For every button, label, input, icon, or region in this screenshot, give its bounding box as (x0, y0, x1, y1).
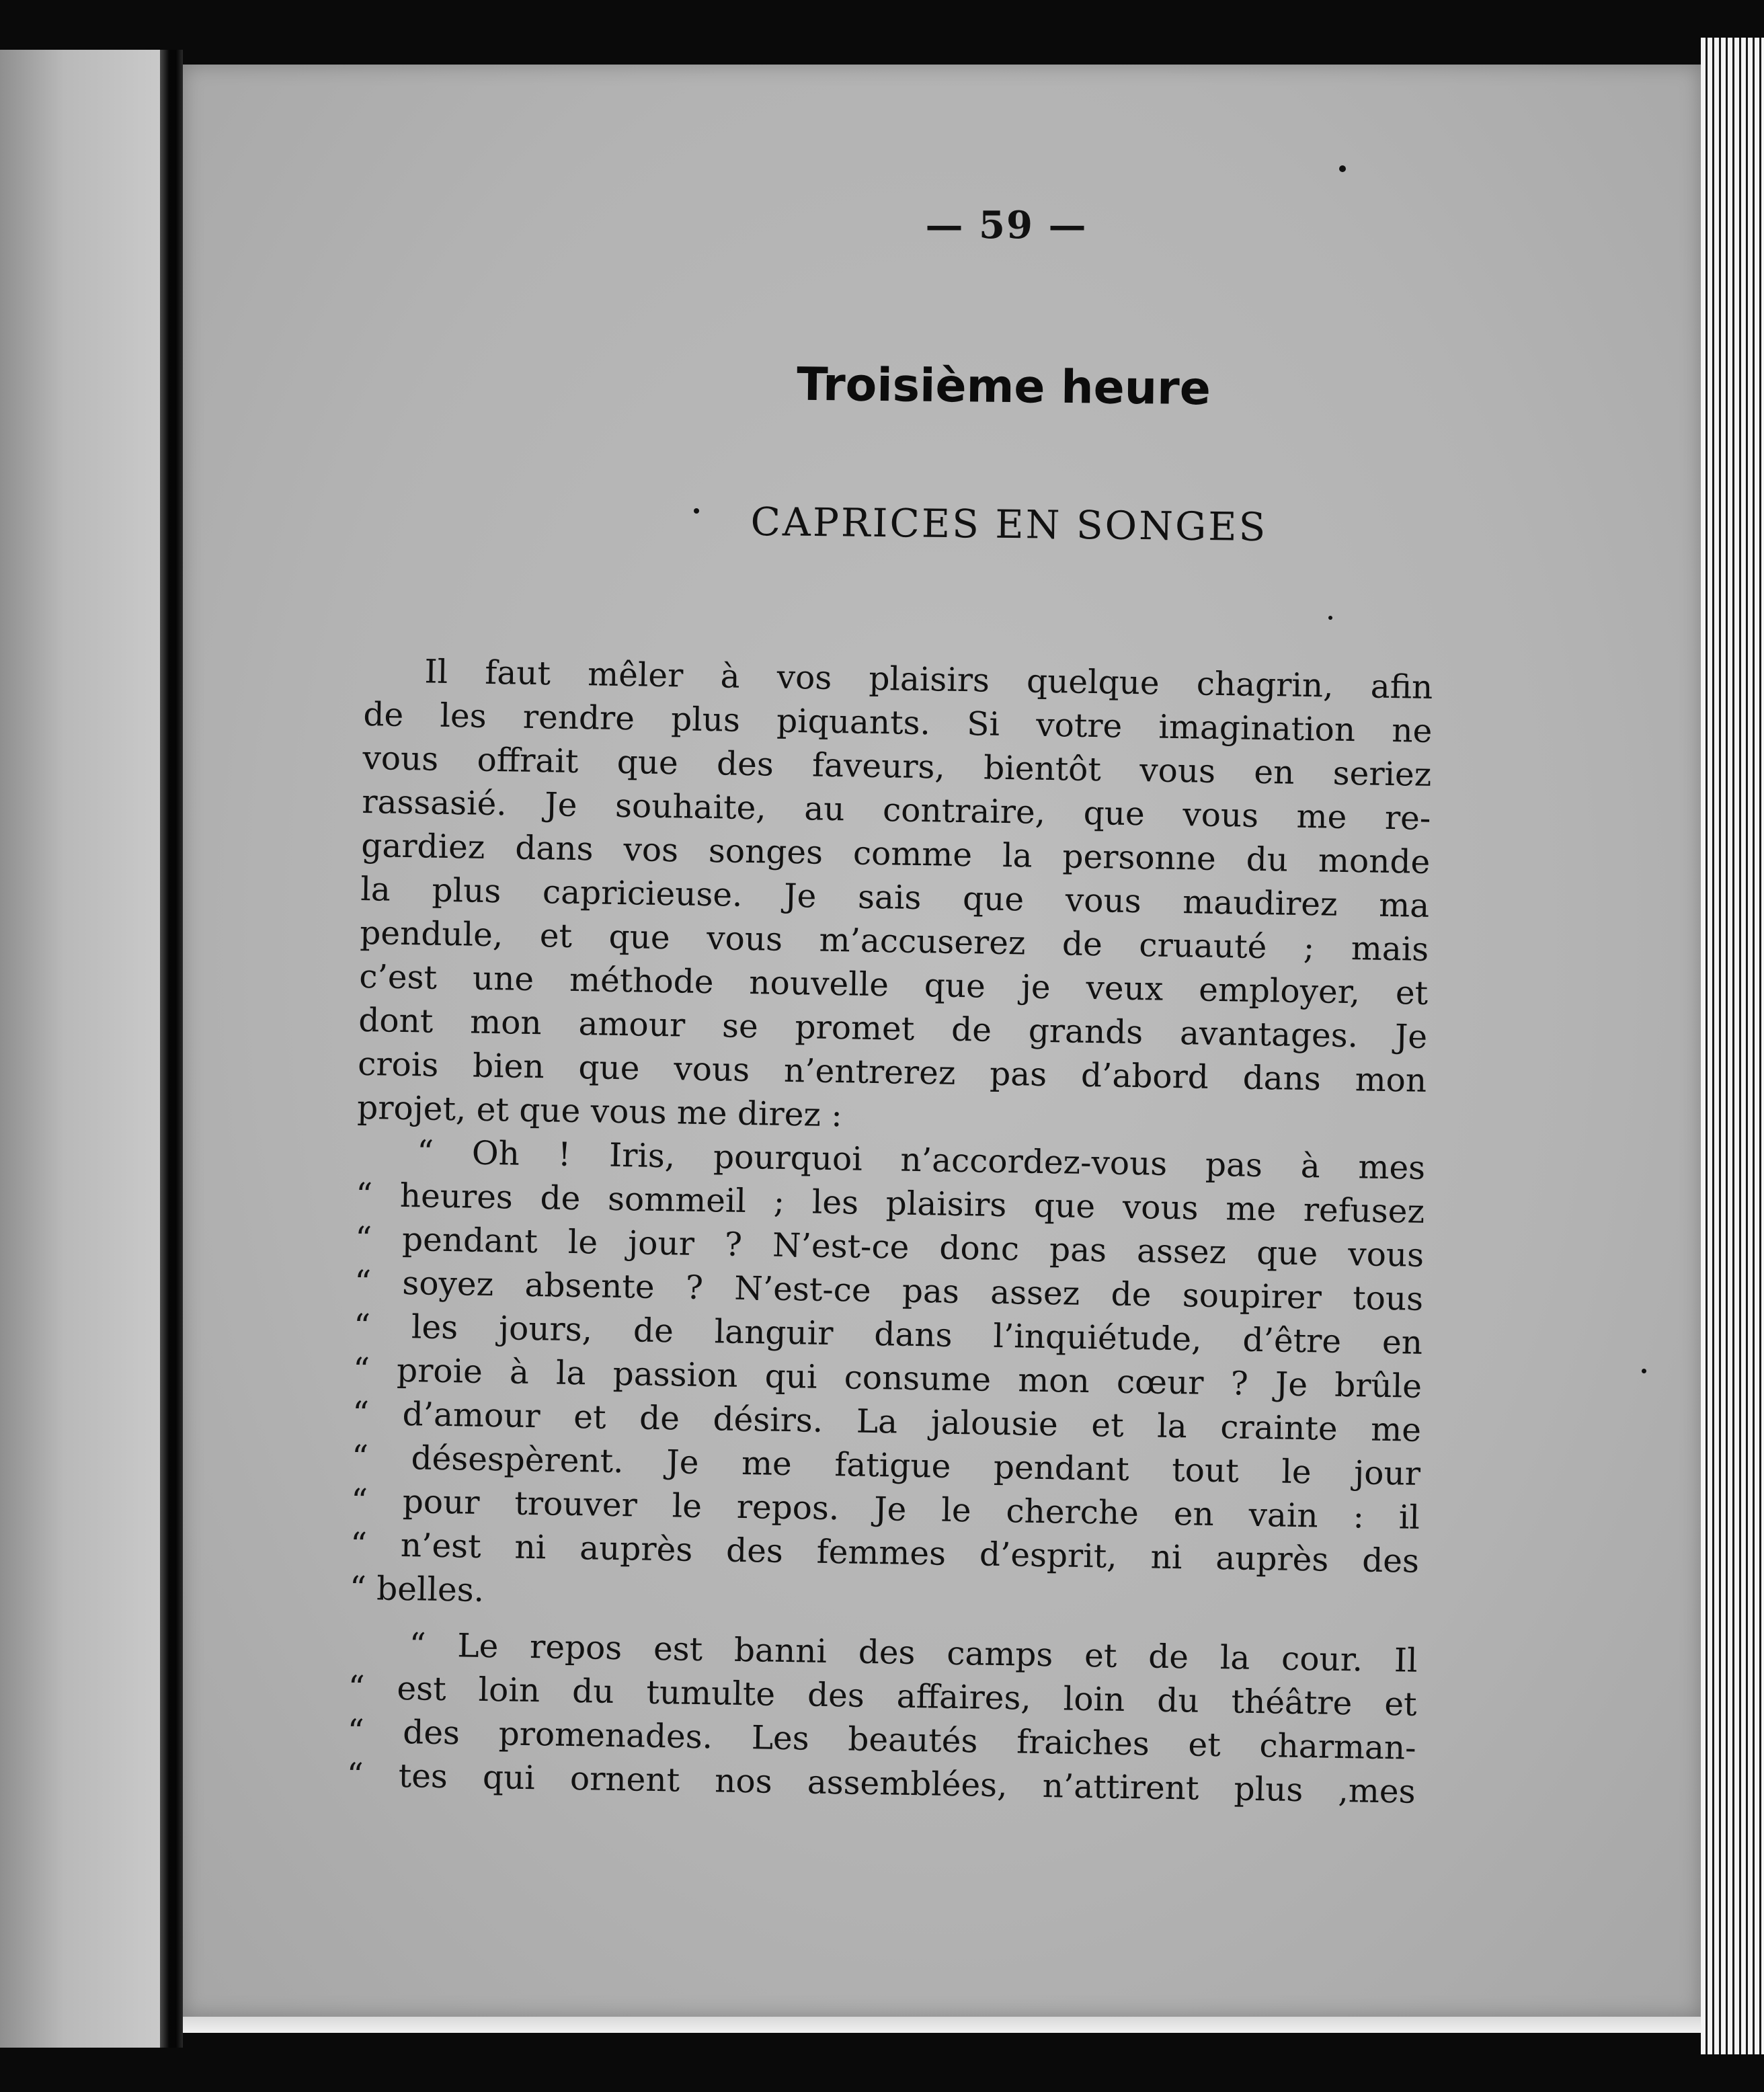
section-title: CAPRICES EN SONGES (750, 498, 1268, 551)
text-line: “ heures de sommeil ; les plaisirs que vous me refusez (355, 1176, 1425, 1231)
text-line: vous offrait que des faveurs, bientôt vous en seriez (362, 739, 1432, 794)
text-line: “ est loin du tumulte des affaires, loin du théâtre et (348, 1668, 1417, 1724)
text-line: pendule, et que vous m’accuserez de cruauté ; mais (359, 914, 1429, 969)
text-line: “ Le repos est banni des camps et de la cour. Il (409, 1626, 1418, 1680)
page-number: — 59 — (925, 203, 1088, 247)
text-line: “ des promenades. Les beautés fraiches et charman- (347, 1712, 1416, 1767)
text-line: “ désespèrent. Je me fatigue pendant tout le jour (351, 1438, 1421, 1493)
scan-speck (1339, 165, 1346, 172)
book-page (183, 65, 1701, 2017)
facing-page-edge (0, 50, 160, 2048)
scan-speck (1328, 616, 1332, 620)
body-text (346, 649, 1433, 1814)
text-line: “ soyez absente ? N’est-ce pas assez de soupirer tous (354, 1263, 1424, 1318)
text-line: “ pour trouver le repos. Je le cherche en vain : il (350, 1482, 1420, 1537)
text-line: “ tes qui ornent nos assemblées, n’attirent plus ,mes (346, 1756, 1416, 1811)
text-line: “ n’est ni auprès des femmes d’esprit, ni auprès des (350, 1525, 1420, 1580)
text-line: crois bien que vous n’entrerez pas d’abord dans mon (357, 1045, 1427, 1100)
text-line: “ proie à la passion qui consume mon cœur ? Je brûle (352, 1351, 1422, 1406)
text-line: “ les jours, de languir dans l’inquiétude, d’être en (353, 1307, 1423, 1362)
text-line: “ d’amour et de désirs. La jalousie et la crainte me (352, 1394, 1422, 1449)
text-line: la plus capricieuse. Je sais que vous maudirez ma (360, 870, 1430, 925)
text-line: “ Oh ! Iris, pourquoi n’accordez-vous pas à mes (416, 1133, 1426, 1187)
text-line: gardiez dans vos songes comme la personne du monde (360, 826, 1431, 881)
page-bottom-edge (183, 2017, 1701, 2033)
chapter-title: Troisième heure (796, 358, 1211, 416)
book-gutter (160, 50, 183, 2048)
page-edges-stack (1701, 38, 1764, 2054)
text-line: “ pendant le jour ? N’est-ce donc pas assez que vous (354, 1219, 1425, 1275)
text-line: projet, et que vous me direz : (356, 1088, 843, 1135)
text-line: Il faut mêler à vos plaisirs quelque chagrin, afin (424, 653, 1433, 707)
scan-speck (694, 508, 699, 514)
text-line: “ belles. (349, 1569, 485, 1609)
text-line: c’est une méthode nouvelle que je veux employer, et (358, 957, 1429, 1012)
text-line: rassasié. Je souhaite, au contraire, que vous me re- (361, 782, 1431, 838)
scan-speck (1642, 1369, 1646, 1373)
text-line: de les rendre plus piquants. Si votre imagination ne (363, 695, 1433, 750)
text-line: dont mon amour se promet de grands avantages. Je (358, 1001, 1428, 1056)
